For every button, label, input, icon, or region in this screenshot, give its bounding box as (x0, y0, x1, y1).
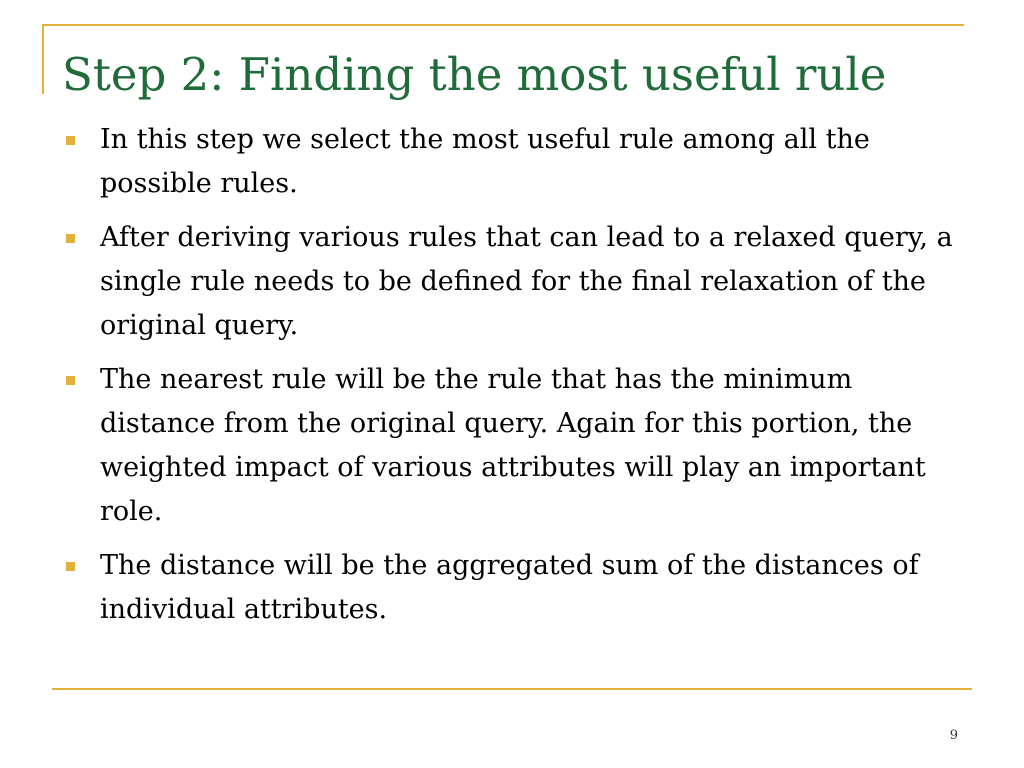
slide-title: Step 2: Finding the most useful rule (62, 48, 887, 101)
footer-rule (52, 688, 972, 690)
bullet-text: After deriving various rules that can lead to a relaxed query, a single rule needs to be defined for the final relaxation of the original query. (100, 222, 953, 341)
square-bullet-icon (66, 376, 75, 385)
page-number: 9 (949, 728, 958, 743)
square-bullet-icon (66, 562, 75, 571)
bullet-item (60, 118, 960, 206)
bullet-text: The distance will be the aggregated sum of the distances of individual attributes. (100, 550, 919, 625)
bullet-item (60, 216, 960, 348)
top-frame-rule (42, 24, 964, 26)
left-frame-rule (42, 24, 44, 94)
bullet-text: In this step we select the most useful rule among all the possible rules. (100, 124, 870, 199)
bullet-item (60, 544, 960, 632)
bullet-text: The nearest rule will be the rule that has the minimum distance from the original query. Again for this portion, the weighted impact of various attributes will play an important role. (100, 364, 926, 527)
bullet-list (60, 118, 960, 642)
square-bullet-icon (66, 136, 75, 145)
square-bullet-icon (66, 234, 75, 243)
bullet-item (60, 358, 960, 534)
